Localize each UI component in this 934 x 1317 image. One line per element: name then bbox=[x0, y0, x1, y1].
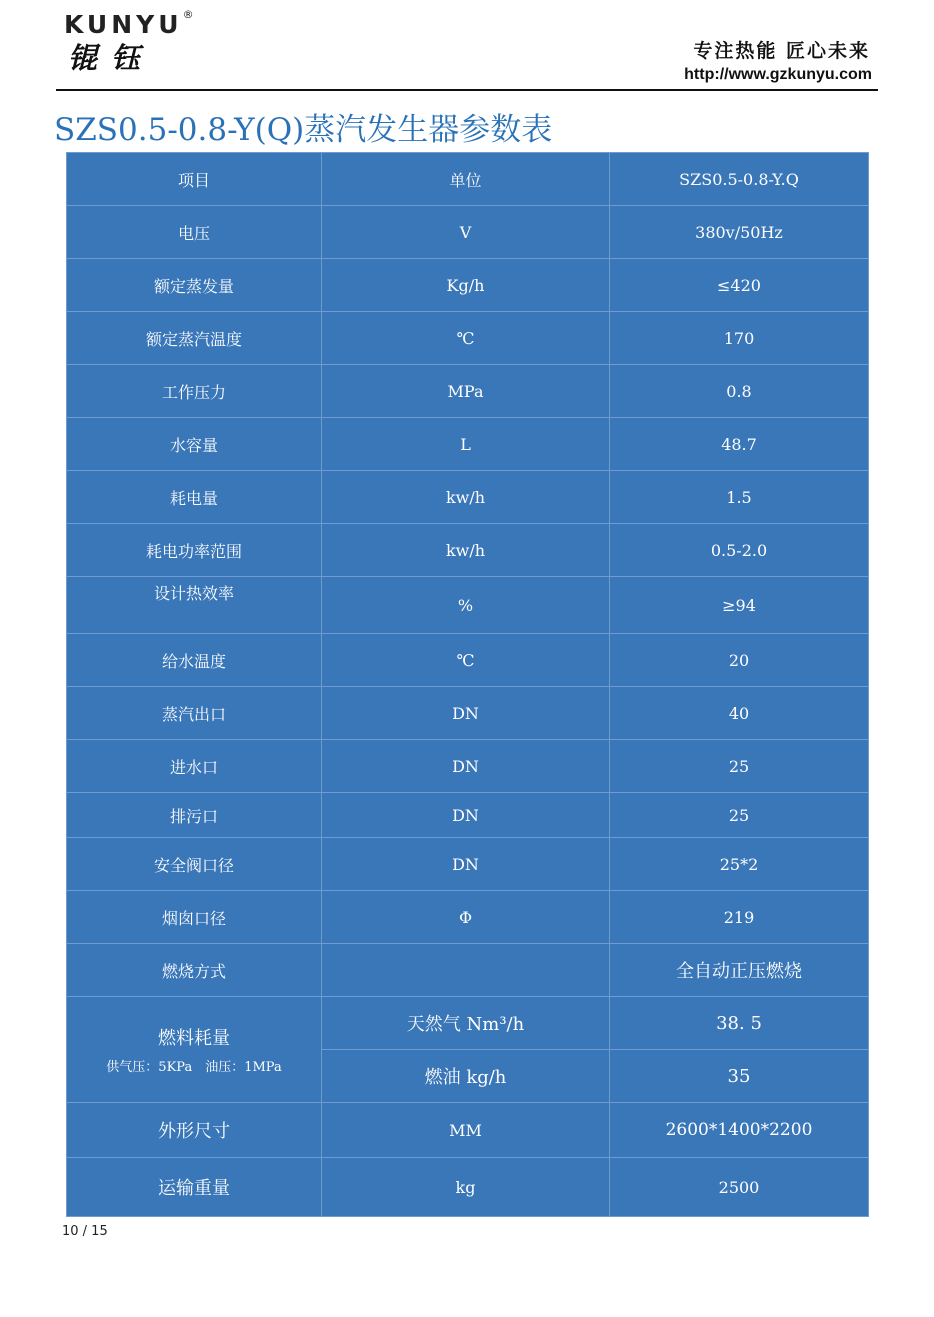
row-value: 25 bbox=[610, 740, 869, 793]
gas-value: 38. 5 bbox=[610, 997, 869, 1050]
header-cell-item: 项目 bbox=[67, 153, 322, 206]
table-row bbox=[67, 740, 869, 793]
row-unit: ℃ bbox=[322, 312, 610, 365]
page-title: SZS0.5-0.8-Y(Q)蒸汽发生器参数表 bbox=[54, 112, 553, 148]
row-unit: Kg/h bbox=[322, 259, 610, 312]
row-unit: DN bbox=[322, 740, 610, 793]
parameter-table-container bbox=[66, 152, 867, 1217]
row-value: 170 bbox=[610, 312, 869, 365]
oil-unit: 燃油 kg/h bbox=[322, 1050, 610, 1103]
row-value: 219 bbox=[610, 891, 869, 944]
row-unit: kg bbox=[322, 1158, 610, 1217]
row-unit: DN bbox=[322, 687, 610, 740]
row-label: 设计热效率 bbox=[67, 577, 322, 634]
row-label: 蒸汽出口 bbox=[67, 687, 322, 740]
row-label: 排污口 bbox=[67, 793, 322, 838]
header-cell-unit: 单位 bbox=[322, 153, 610, 206]
row-value: 25*2 bbox=[610, 838, 869, 891]
row-value: 2500 bbox=[610, 1158, 869, 1217]
row-value: 380v/50Hz bbox=[610, 206, 869, 259]
row-unit: MPa bbox=[322, 365, 610, 418]
row-label: 额定蒸汽温度 bbox=[67, 312, 322, 365]
gas-unit: 天然气 Nm³/h bbox=[322, 997, 610, 1050]
table-row-fuel-gas bbox=[67, 997, 869, 1050]
row-label: 耗电量 bbox=[67, 471, 322, 524]
header-cell-model: SZS0.5-0.8-Y.Q bbox=[610, 153, 869, 206]
row-value: ≥94 bbox=[610, 577, 869, 634]
row-unit: % bbox=[322, 577, 610, 634]
row-unit: L bbox=[322, 418, 610, 471]
row-value: 25 bbox=[610, 793, 869, 838]
table-row bbox=[67, 471, 869, 524]
row-value: 40 bbox=[610, 687, 869, 740]
row-value: 1.5 bbox=[610, 471, 869, 524]
table-row bbox=[67, 312, 869, 365]
row-label: 燃烧方式 bbox=[67, 944, 322, 997]
row-unit: ℃ bbox=[322, 634, 610, 687]
table-row bbox=[67, 524, 869, 577]
table-row bbox=[67, 418, 869, 471]
table-row bbox=[67, 1103, 869, 1158]
row-unit: MM bbox=[322, 1103, 610, 1158]
row-label: 外形尺寸 bbox=[67, 1103, 322, 1158]
row-unit: DN bbox=[322, 838, 610, 891]
slogan: 专注热能 匠心未来 bbox=[693, 40, 870, 62]
row-label: 水容量 bbox=[67, 418, 322, 471]
row-value: 0.5-2.0 bbox=[610, 524, 869, 577]
row-label: 进水口 bbox=[67, 740, 322, 793]
table-header-row bbox=[67, 153, 869, 206]
row-label: 运输重量 bbox=[67, 1158, 322, 1217]
page-number: 10 / 15 bbox=[62, 1224, 108, 1239]
table-row bbox=[67, 687, 869, 740]
fuel-label: 燃料耗量 bbox=[158, 1028, 230, 1049]
logo-wordmark: KUNYU® bbox=[64, 8, 194, 39]
table-row bbox=[67, 838, 869, 891]
fuel-consumption-cell bbox=[67, 997, 322, 1103]
row-unit: Φ bbox=[322, 891, 610, 944]
row-value: 48.7 bbox=[610, 418, 869, 471]
row-value: 全自动正压燃烧 bbox=[610, 944, 869, 997]
table-row bbox=[67, 793, 869, 838]
table-row bbox=[67, 1158, 869, 1217]
table-row bbox=[67, 206, 869, 259]
row-unit: DN bbox=[322, 793, 610, 838]
page-header bbox=[0, 0, 934, 92]
oil-value: 35 bbox=[610, 1050, 869, 1103]
row-value: ≤420 bbox=[610, 259, 869, 312]
row-label: 耗电功率范围 bbox=[67, 524, 322, 577]
table-row bbox=[67, 365, 869, 418]
table-row bbox=[67, 634, 869, 687]
row-label: 烟囱口径 bbox=[67, 891, 322, 944]
row-value: 0.8 bbox=[610, 365, 869, 418]
row-label: 安全阀口径 bbox=[67, 838, 322, 891]
row-label: 电压 bbox=[67, 206, 322, 259]
parameter-table bbox=[66, 152, 869, 1217]
table-row bbox=[67, 259, 869, 312]
row-unit: kw/h bbox=[322, 471, 610, 524]
header-divider bbox=[56, 89, 878, 91]
table-row bbox=[67, 577, 869, 634]
fuel-pressure-note: 供气压：5KPa 油压：1MPa bbox=[106, 1060, 282, 1075]
row-value: 20 bbox=[610, 634, 869, 687]
row-label: 工作压力 bbox=[67, 365, 322, 418]
logo-chinese: 锟钰 bbox=[68, 41, 155, 75]
row-unit: kw/h bbox=[322, 524, 610, 577]
website-url: http://www.gzkunyu.com bbox=[684, 66, 872, 83]
row-value: 2600*1400*2200 bbox=[610, 1103, 869, 1158]
row-label: 额定蒸发量 bbox=[67, 259, 322, 312]
row-unit: V bbox=[322, 206, 610, 259]
table-row bbox=[67, 891, 869, 944]
row-label: 给水温度 bbox=[67, 634, 322, 687]
table-row bbox=[67, 944, 869, 997]
row-unit bbox=[322, 944, 610, 997]
